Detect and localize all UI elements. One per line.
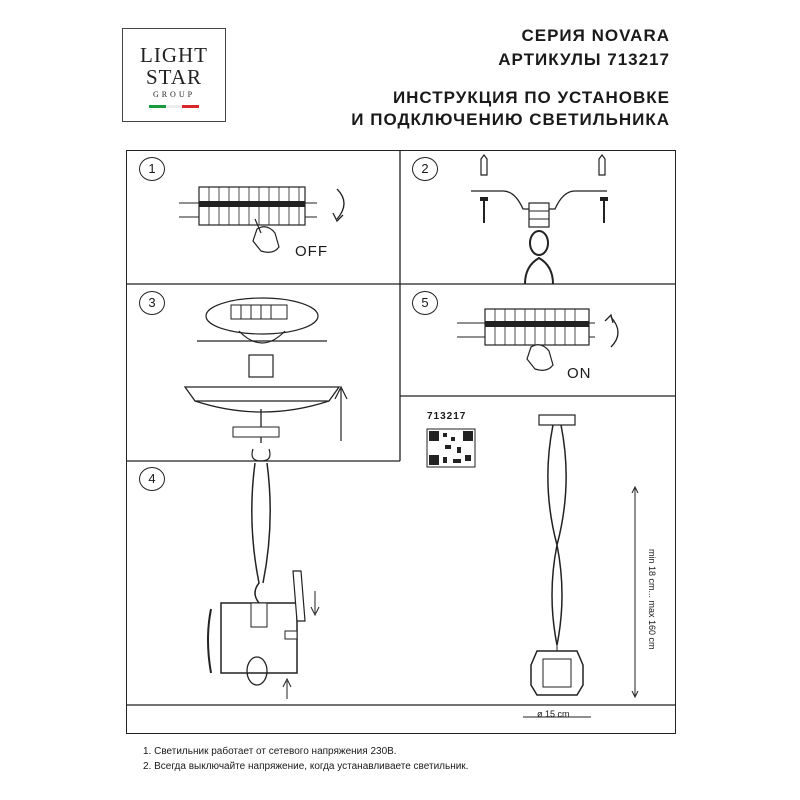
article-title: АРТИКУЛЫ 713217 [498, 50, 670, 69]
product-article: 713217 [427, 411, 467, 422]
on-label: ON [567, 365, 592, 382]
note-1: 1. Светильник работает от сетевого напряжения 230В. [143, 746, 397, 757]
step-number-4: 4 [139, 467, 165, 491]
step-number-5: 5 [412, 291, 438, 315]
series-title: СЕРИЯ NOVARA [521, 26, 670, 45]
italian-flag-stripe [149, 105, 199, 108]
logo-text-group: GROUP [152, 90, 196, 99]
step-number-3: 3 [139, 291, 165, 315]
instruction-frame [126, 150, 676, 734]
step-number-1: 1 [139, 157, 165, 181]
notes [143, 744, 468, 774]
diameter-label: ø 15 cm [537, 709, 570, 719]
logo-text-light: LIGHT [140, 43, 208, 67]
brand-logo [122, 28, 226, 122]
note-2: 2. Всегда выключайте напряжение, когда устанавливаете светильник. [143, 761, 469, 772]
off-label: OFF [295, 243, 328, 260]
instruction-title-line1: ИНСТРУКЦИЯ ПО УСТАНОВКЕ [392, 88, 670, 107]
height-range-label: min 18 cm... max 160 cm [647, 549, 657, 650]
down-arrow-icon [127, 151, 427, 301]
instruction-title-line2: И ПОДКЛЮЧЕНИЮ СВЕТИЛЬНИКА [351, 110, 670, 129]
step-number-2: 2 [412, 157, 438, 181]
logo-text-star: STAR [146, 65, 202, 89]
